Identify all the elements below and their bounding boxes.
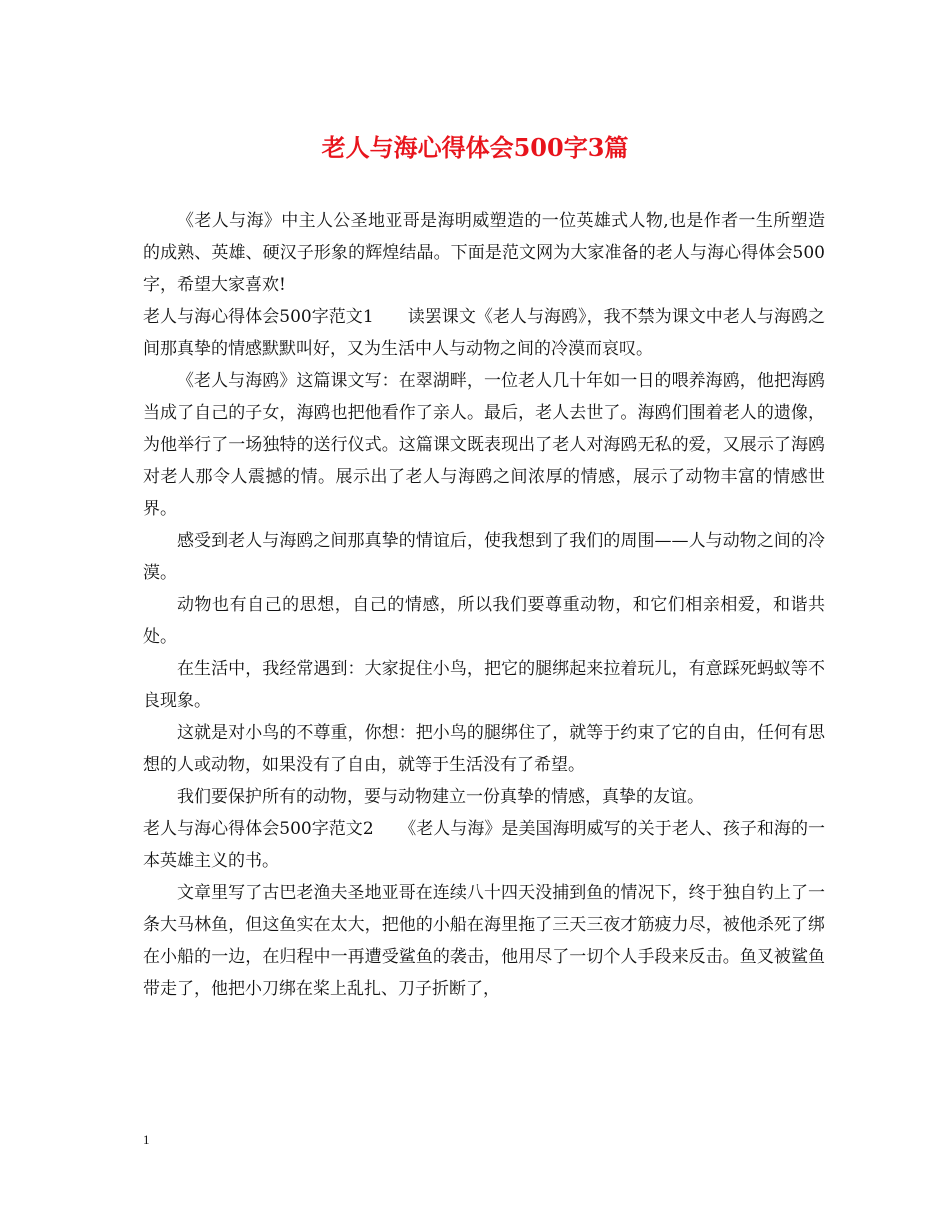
- body-paragraph: 这就是对小鸟的不尊重，你想：把小鸟的腿绑住了，就等于约束了它的自由，任何有思想的人或动物，如果没有了自由，就等于生活没有了希望。: [143, 723, 825, 775]
- body-paragraph: 感受到老人与海鸥之间那真挚的情谊后，使我想到了我们的周围——人与动物之间的冷漠。: [143, 531, 825, 583]
- document-body: [143, 205, 825, 1005]
- document-title: 老人与海心得体会500字3篇: [321, 133, 629, 162]
- page-number: 1: [143, 1132, 150, 1147]
- body-paragraph: 在生活中，我经常遇到：大家捉住小鸟，把它的腿绑起来拉着玩儿，有意踩死蚂蚁等不良现象。: [143, 659, 825, 711]
- body-paragraph: 我们要保护所有的动物，要与动物建立一份真挚的情感，真挚的友谊。: [177, 787, 704, 807]
- essay-2-heading-paragraph: 老人与海心得体会500字范文2 《老人与海》是美国海明威写的关于老人、孩子和海的一本英雄主义的书。: [143, 819, 825, 871]
- body-paragraph: 动物也有自己的思想，自己的情感，所以我们要尊重动物，和它们相亲相爱，和谐共处。: [143, 595, 825, 647]
- intro-paragraph: 《老人与海》中主人公圣地亚哥是海明威塑造的一位英雄式人物,也是作者一生所塑造的成熟、英雄、硬汉子形象的辉煌结晶。下面是范文网为大家准备的老人与海心得体会500字，希望大家喜欢!: [143, 211, 825, 295]
- body-paragraph: 《老人与海鸥》这篇课文写：在翠湖畔，一位老人几十年如一日的喂养海鸥，他把海鸥当成了自己的子女，海鸥也把他看作了亲人。最后，老人去世了。海鸥们围着老人的遗像，为他举行了一场独特的送行仪式。这篇课文既表现出了老人对海鸥无私的爱，又展示了海鸥对老人那令人震撼的情。展示出了老人与海鸥之间浓厚的情感，展示了动物丰富的情感世界。: [143, 371, 825, 519]
- body-paragraph: 文章里写了古巴老渔夫圣地亚哥在连续八十四天没捕到鱼的情况下，终于独自钓上了一条大马林鱼，但这鱼实在太大，把他的小船在海里拖了三天三夜才筋疲力尽，被他杀死了绑在小船的一边，在归程中一再遭受鲨鱼的袭击，他用尽了一切个人手段来反击。鱼叉被鲨鱼带走了，他把小刀绑在桨上乱扎、刀子折断了，: [143, 883, 825, 999]
- essay-1-heading-paragraph: 老人与海心得体会500字范文1 读罢课文《老人与海鸥》，我不禁为课文中老人与海鸥之间那真挚的情感默默叫好，又为生活中人与动物之间的冷漠而哀叹。: [143, 307, 825, 359]
